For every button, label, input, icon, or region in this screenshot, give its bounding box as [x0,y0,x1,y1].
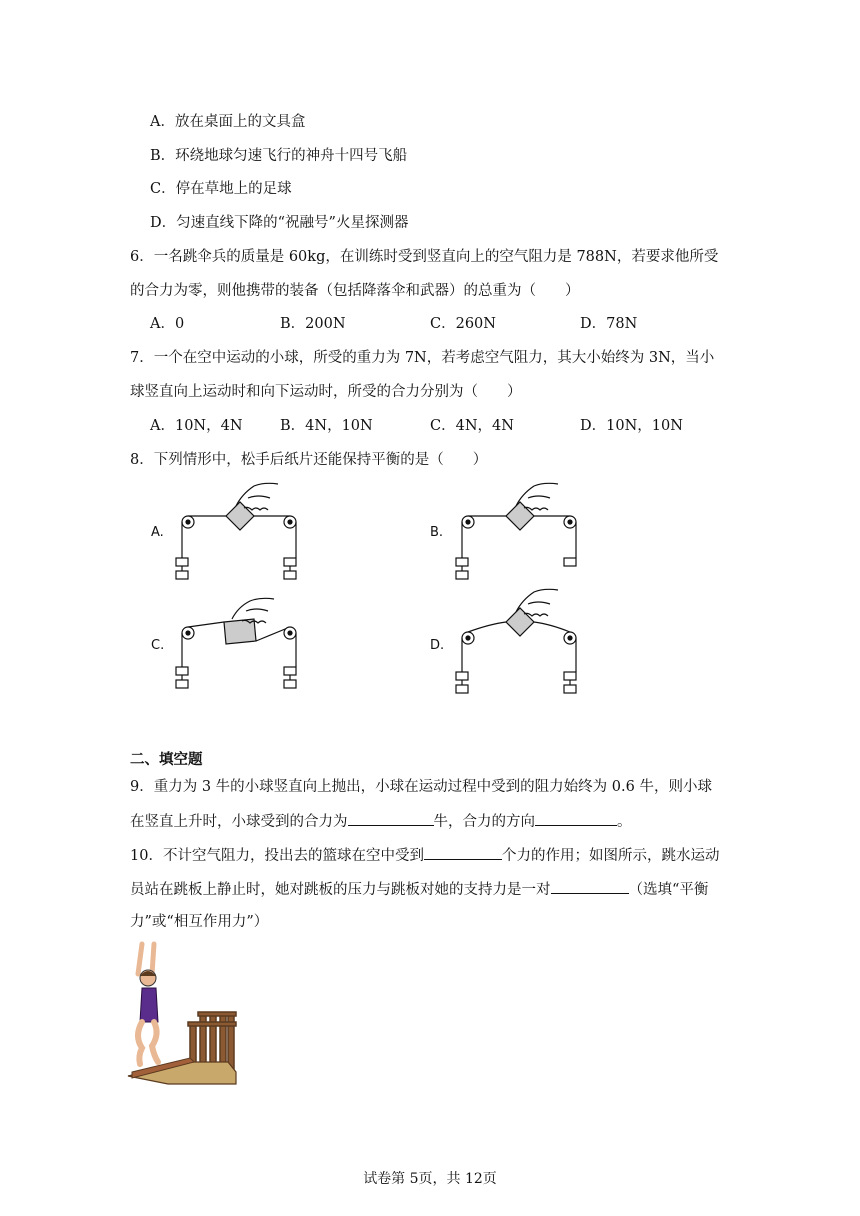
q6-option-d: D．78N [580,316,638,332]
q7-option-b: B．4N，10N [280,418,373,434]
option-text: 匀速直线下降的“祝融号”火星探测器 [176,215,409,231]
q10-stem-line2 [130,879,708,900]
option-key: B． [150,148,176,164]
q10-text-b: 个力的作用；如图所示，跳水运动 [501,848,720,864]
page-footer: 试卷第 5页，共 12页 [363,1171,497,1187]
option-text: 停在草地上的足球 [175,181,292,197]
q5-option-a [150,112,305,132]
q10-text-d: （选填“平衡 [628,882,709,898]
option-key: C． [150,181,176,197]
q8-diagram-b [450,478,590,588]
q9-stem-line2 [130,811,632,832]
q6-stem-line2: 的合力为零，则他携带的装备（包括降落伞和武器）的总重为（ ） [130,283,580,299]
q9-text-c: 。 [617,814,632,830]
q8-label-a: A. [151,525,164,540]
q6-stem-line1: 6．一名跳伞兵的质量是 60kg，在训练时受到竖直向上的空气阻力是 788N，若要求他所受 [130,249,719,265]
option-key: A． [150,114,175,130]
q10-text-c: 员站在跳板上静止时，她对跳板的压力与跳板对她的支持力是一对 [130,882,551,898]
section-title: 二、填空题 [130,752,203,768]
q6-option-c: C．260N [430,316,496,332]
q9-stem-line1: 9．重力为 3 牛的小球竖直向上抛出，小球在运动过程中受到的阻力始终为 0.6 牛，则小球 [130,779,712,795]
q8-diagram-d [450,590,590,700]
q8-diagram-a [170,478,310,588]
q5-option-d [150,213,408,233]
q8-label-b: B. [430,525,444,540]
q10-blank-1[interactable] [424,845,502,860]
option-key: D． [150,215,177,231]
diver-illustration [128,944,240,1086]
q7-stem-line2: 球竖直向上运动时和向下运动时，所受的合力分别为（ ） [130,384,522,400]
q9-blank-2[interactable] [535,811,617,826]
q6-option-a: A．0 [150,316,185,332]
option-text: 环绕地球匀速飞行的神舟十四号飞船 [175,148,408,164]
q6-option-b: B．200N [280,316,346,332]
q7-option-c: C．4N，4N [430,418,514,434]
q8-stem: 8．下列情形中，松手后纸片还能保持平衡的是（ ） [130,452,488,468]
option-text: 放在桌面上的文具盒 [174,114,306,130]
q9-text-a: 在竖直上升时，小球受到的合力为 [130,814,348,830]
q10-stem-line3: 力”或“相互作用力”） [130,914,269,930]
q8-diagram-c [170,595,310,705]
q7-option-a: A．10N，4N [150,418,243,434]
q5-option-c [150,179,292,199]
q10-text-a: 10．不计空气阻力，投出去的篮球在空中受到 [130,848,424,864]
q9-text-b: 牛，合力的方向 [433,814,535,830]
q5-option-b [150,146,407,166]
q9-blank-1[interactable] [348,811,434,826]
q10-stem-line1 [130,845,719,866]
q7-stem-line1: 7．一个在空中运动的小球，所受的重力为 7N，若考虑空气阻力，其大小始终为 3N，当小 [130,350,715,366]
q8-label-d: D. [430,638,445,653]
q10-blank-2[interactable] [551,879,629,894]
q7-option-d: D．10N，10N [580,418,683,434]
q8-label-c: C. [151,638,165,653]
